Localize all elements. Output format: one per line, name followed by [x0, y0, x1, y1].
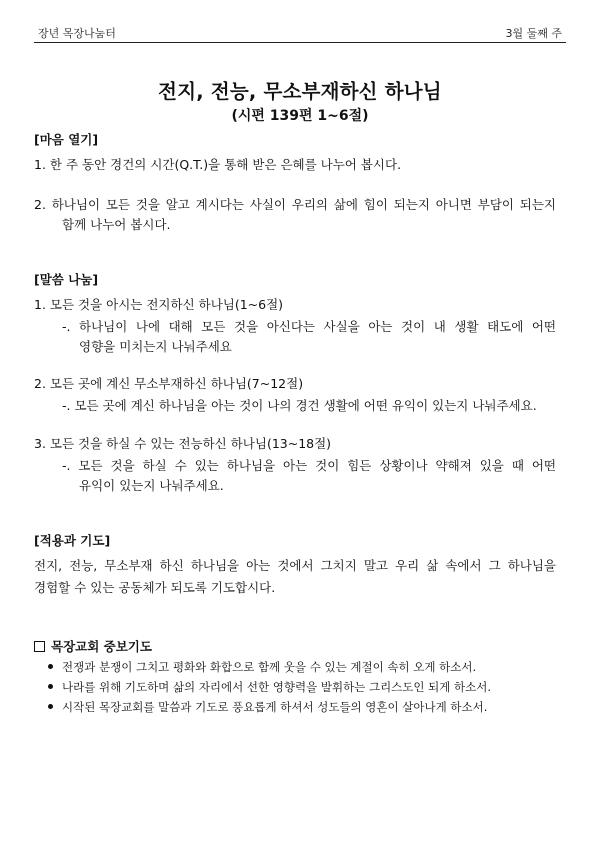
word-item-2-title: 2. 모든 곳에 계신 무소부재하신 하나님(7~12절) [34, 376, 304, 391]
intercession-heading [34, 637, 152, 655]
word-item-3-question-line-1: -. 모든 것을 하실 수 있는 하나님을 아는 것이 힘든 상황이나 약해져 있을 때 어떤 [62, 458, 556, 473]
apply-pray-heading: [적용과 기도] [34, 533, 111, 548]
intercession-bullet-item [48, 699, 487, 715]
word-item-1-question-line-2: 영향을 미치는지 나눠주세요 [79, 339, 232, 354]
bullet-dot-icon [48, 684, 53, 689]
page-subtitle: (시편 139편 1~6절) [231, 108, 369, 124]
apply-pray-line-2: 경험할 수 있는 공동체가 되도록 기도합시다. [34, 580, 276, 595]
open-heart-question-2-line-1: 2. 하나님이 모든 것을 알고 계시다는 사실이 우리의 삶에 힘이 되는지 아니면 부담이 되는지 [34, 197, 556, 212]
apply-pray-line-1: 전지, 전능, 무소부재 하신 하나님을 아는 것에서 그치지 말고 우리 삶 속에서 그 하나님을 [34, 558, 556, 573]
intercession-bullet-text: 전쟁과 분쟁이 그치고 평화와 화합으로 함께 웃을 수 있는 계절이 속히 오게 하소서. [62, 660, 477, 674]
bullet-dot-icon [48, 704, 53, 709]
word-item-3-title: 3. 모든 것을 하실 수 있는 전능하신 하나님(13~18절) [34, 436, 332, 451]
intercession-bullet-item [48, 659, 476, 675]
open-heart-question-1: 1. 한 주 동안 경건의 시간(Q.T.)을 통해 받은 은혜를 나누어 봅시다. [34, 157, 402, 172]
bullet-dot-icon [48, 664, 53, 669]
open-heart-heading: [마음 열기] [34, 132, 99, 147]
word-item-1-title: 1. 모든 것을 아시는 전지하신 하나님(1~6절) [34, 297, 284, 312]
checkbox-icon [34, 641, 45, 652]
header-right-label: 3월 둘째 주 [505, 27, 562, 40]
intercession-bullet-text: 시작된 목장교회를 말씀과 기도로 풍요롭게 하셔서 성도들의 영혼이 살아나게 하소서. [62, 700, 488, 714]
page-header [34, 22, 566, 43]
intercession-heading-text: 목장교회 중보기도 [51, 639, 152, 654]
word-sharing-heading: [말씀 나눔] [34, 272, 99, 287]
header-left-label: 장년 목장나눔터 [38, 27, 116, 40]
open-heart-question-2-line-2: 함께 나누어 봅시다. [62, 217, 171, 232]
word-item-2-question-line-1: -. 모든 곳에 계신 하나님을 아는 것이 나의 경건 생활에 어떤 유익이 있는지 나눠주세요. [62, 398, 537, 413]
word-item-1-question-line-1: -. 하나님이 나에 대해 모든 것을 아신다는 사실을 아는 것이 내 생활 태도에 어떤 [62, 319, 556, 334]
intercession-bullet-item [48, 679, 491, 695]
word-item-3-question-line-2: 유익이 있는지 나눠주세요. [79, 478, 224, 493]
page-title: 전지, 전능, 무소부재하신 하나님 [158, 80, 442, 103]
intercession-bullet-text: 나라를 위해 기도하며 삶의 자리에서 선한 영향력을 발휘하는 그리스도인 되게 하소서. [62, 680, 492, 694]
